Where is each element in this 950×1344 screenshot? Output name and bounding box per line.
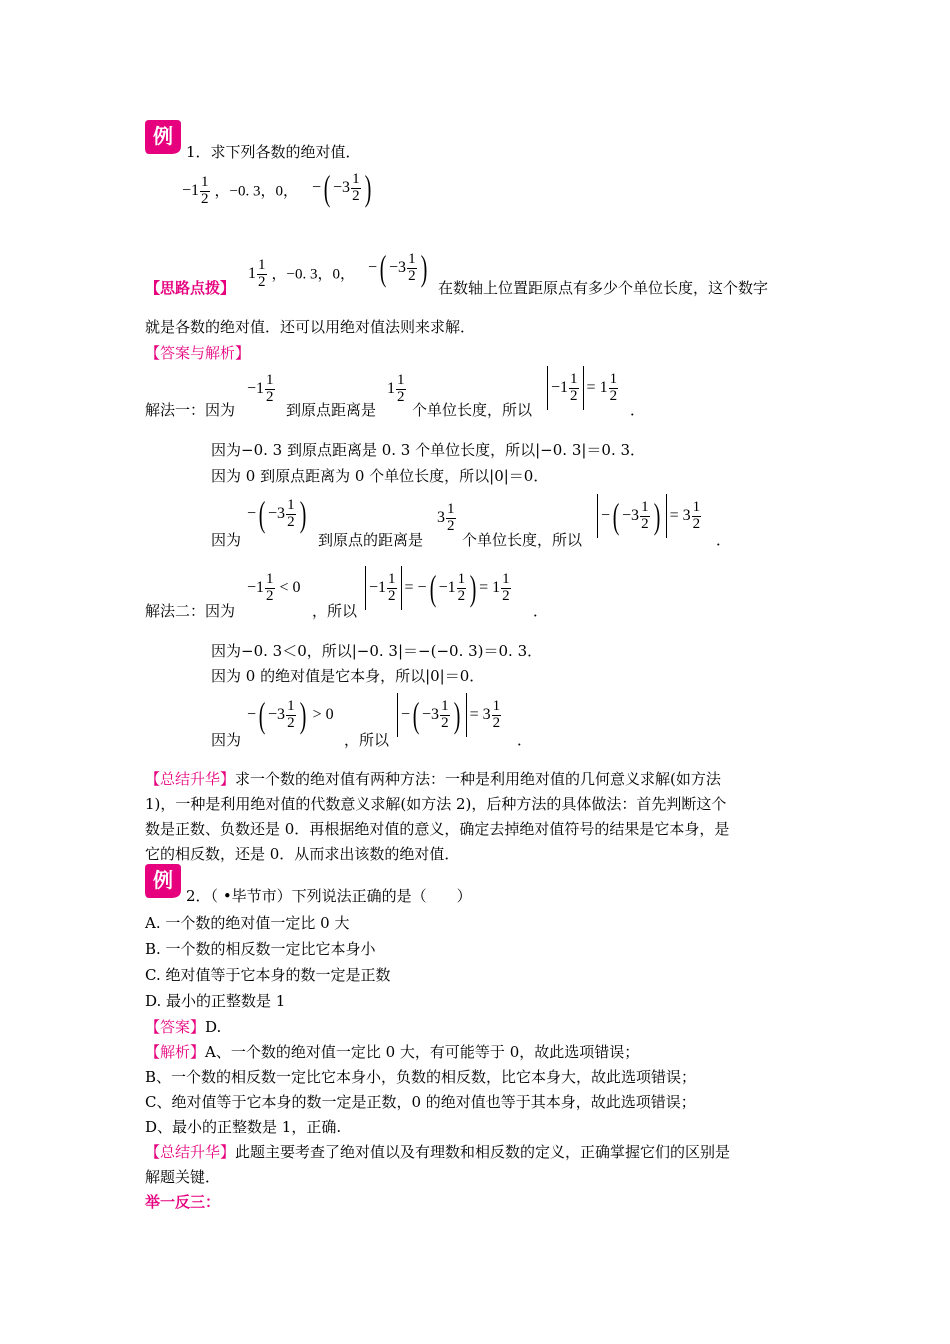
m2-line-4-b: ，所以 — [344, 731, 390, 749]
ex2-question: 2．（ •毕节市）下列说法正确的是（ ） — [186, 887, 472, 905]
ex2-option-a: A. 一个数的绝对值一定比 0 大 — [145, 914, 350, 932]
ex2-analysis-3: C、绝对值等于它本身的数一定是正数，0 的绝对值也等于其本身，故此选项错误； — [145, 1093, 696, 1111]
ex1-given-list: −1 $\frac{1}{2}$ ，−0. 3，0， — [182, 174, 298, 207]
svg-text:例: 例 — [153, 124, 173, 148]
m1-prefix: 解法一：因为 — [145, 401, 236, 419]
m1-l4-abs-expr: − ( −3 $\frac{1}{2}$ ) = 3 $\frac{1}{2}$ — [594, 494, 702, 543]
m2-line-3: 因为 0 的绝对值是它本身，所以|0|＝0． — [211, 667, 485, 685]
hint-label: 【思路点拨】 — [145, 279, 236, 297]
m1-line-4-c: 个单位长度，所以 — [462, 531, 583, 549]
ex1-given-expr: − ( −3 $\frac{1}{2}$ ) — [312, 168, 371, 208]
hint-expr: − ( −3 $\frac{1}{2}$ ) — [368, 248, 427, 288]
summary-1-line-1: 【总结升华】求一个数的绝对值有两种方法：一种是利用绝对值的几何意义求解(如方法 — [145, 770, 721, 788]
answer-label: 【答案与解析】 — [145, 344, 251, 362]
ex2-answer: 【答案】D. — [145, 1018, 222, 1036]
m2-l4-abs-expr: − ( −3 $\frac{1}{2}$ ) = 3 $\frac{1}{2}$ — [394, 693, 502, 742]
m1-period: ． — [630, 401, 646, 419]
svg-text:例: 例 — [153, 868, 173, 892]
practice-heading: 举一反三： — [145, 1193, 221, 1211]
hint-text-1: 在数轴上位置距原点有多少个单位长度，这个数字 — [438, 279, 769, 297]
m2-text-1: ，所以 — [312, 602, 358, 620]
m2-line-2: 因为−0. 3＜0，所以|−0. 3|＝−(−0. 3)＝0. 3． — [211, 642, 543, 660]
m2-ineq: −1 $\frac{1}{2}$ < 0 — [247, 571, 301, 604]
ex2-option-d: D. 最小的正整数是 1 — [145, 992, 286, 1010]
m1-frac-b: 1 $\frac{1}{2}$ — [387, 372, 405, 405]
m1-line-3: 因为 0 到原点距离为 0 个单位长度，所以|0|＝0． — [211, 467, 549, 485]
ex2-analysis-2: B、一个数的相反数一定比它本身小，负数的相反数，比它本身大，故此选项错误； — [145, 1068, 697, 1086]
ex2-analysis-1: 【解析】A、一个数的绝对值一定比 0 大，有可能等于 0，故此选项错误； — [145, 1043, 640, 1061]
m2-l4-ineq: − ( −3 $\frac{1}{2}$ ) > 0 — [247, 695, 334, 735]
ex1-question: 1．求下列各数的绝对值． — [186, 143, 361, 161]
ex2-option-b: B. 一个数的相反数一定比它本身小 — [145, 940, 376, 958]
example-badge-icon — [143, 860, 183, 900]
summary-1-line-3: 数是正数、负数还是 0．再根据绝对值的意义，确定去掉绝对值符号的结果是它本身，是 — [145, 820, 730, 838]
m1-l4-expr: − ( −3 $\frac{1}{2}$ ) — [247, 494, 306, 534]
m2-prefix: 解法二：因为 — [145, 602, 236, 620]
example-badge-icon — [143, 116, 183, 156]
m1-abs-expr: −1 $\frac{1}{2}$ = 1 $\frac{1}{2}$ — [544, 366, 619, 415]
ex2-summary-2: 解题关键． — [145, 1168, 221, 1186]
ex2-option-c: C. 绝对值等于它本身的数一定是正数 — [145, 966, 391, 984]
m1-frac-a: −1 $\frac{1}{2}$ — [247, 372, 274, 405]
ex2-analysis-4: D、最小的正整数是 1，正确. — [145, 1118, 342, 1136]
hint-text-2: 就是各数的绝对值．还可以用绝对值法则来求解． — [145, 318, 476, 336]
m2-abs-expr: −1 $\frac{1}{2}$ = − ( −1 $\frac{1}{2}$ ) = 1 $\frac{1}{2}$ — [362, 566, 512, 615]
m2-l4-period: ． — [517, 731, 533, 749]
m1-line-2: 因为−0. 3 到原点距离是 0. 3 个单位长度，所以|−0. 3|＝0. 3． — [211, 441, 646, 459]
ex2-summary-1: 【总结升华】此题主要考查了绝对值以及有理数和相反数的定义，正确掌握它们的区别是 — [145, 1143, 731, 1161]
m1-l4-frac: 3 $\frac{1}{2}$ — [437, 501, 455, 534]
summary-1-line-4: 它的相反数，还是 0．从而求出该数的绝对值． — [145, 845, 460, 863]
m1-line-4-a: 因为 — [211, 531, 242, 549]
m2-period: ． — [533, 602, 549, 620]
m1-text-1: 到原点距离是 — [286, 401, 377, 419]
m2-line-4-a: 因为 — [211, 731, 242, 749]
hint-list: 1 $\frac{1}{2}$ ，−0. 3，0， — [248, 257, 355, 290]
m1-line-4-b: 到原点的距离是 — [318, 531, 424, 549]
m1-text-2: 个单位长度，所以 — [412, 401, 533, 419]
m1-l4-period: ． — [716, 531, 732, 549]
summary-1-line-2: 1)，一种是利用绝对值的代数意义求解(如方法 2)，后种方法的具体做法：首先判断这个 — [145, 795, 727, 813]
